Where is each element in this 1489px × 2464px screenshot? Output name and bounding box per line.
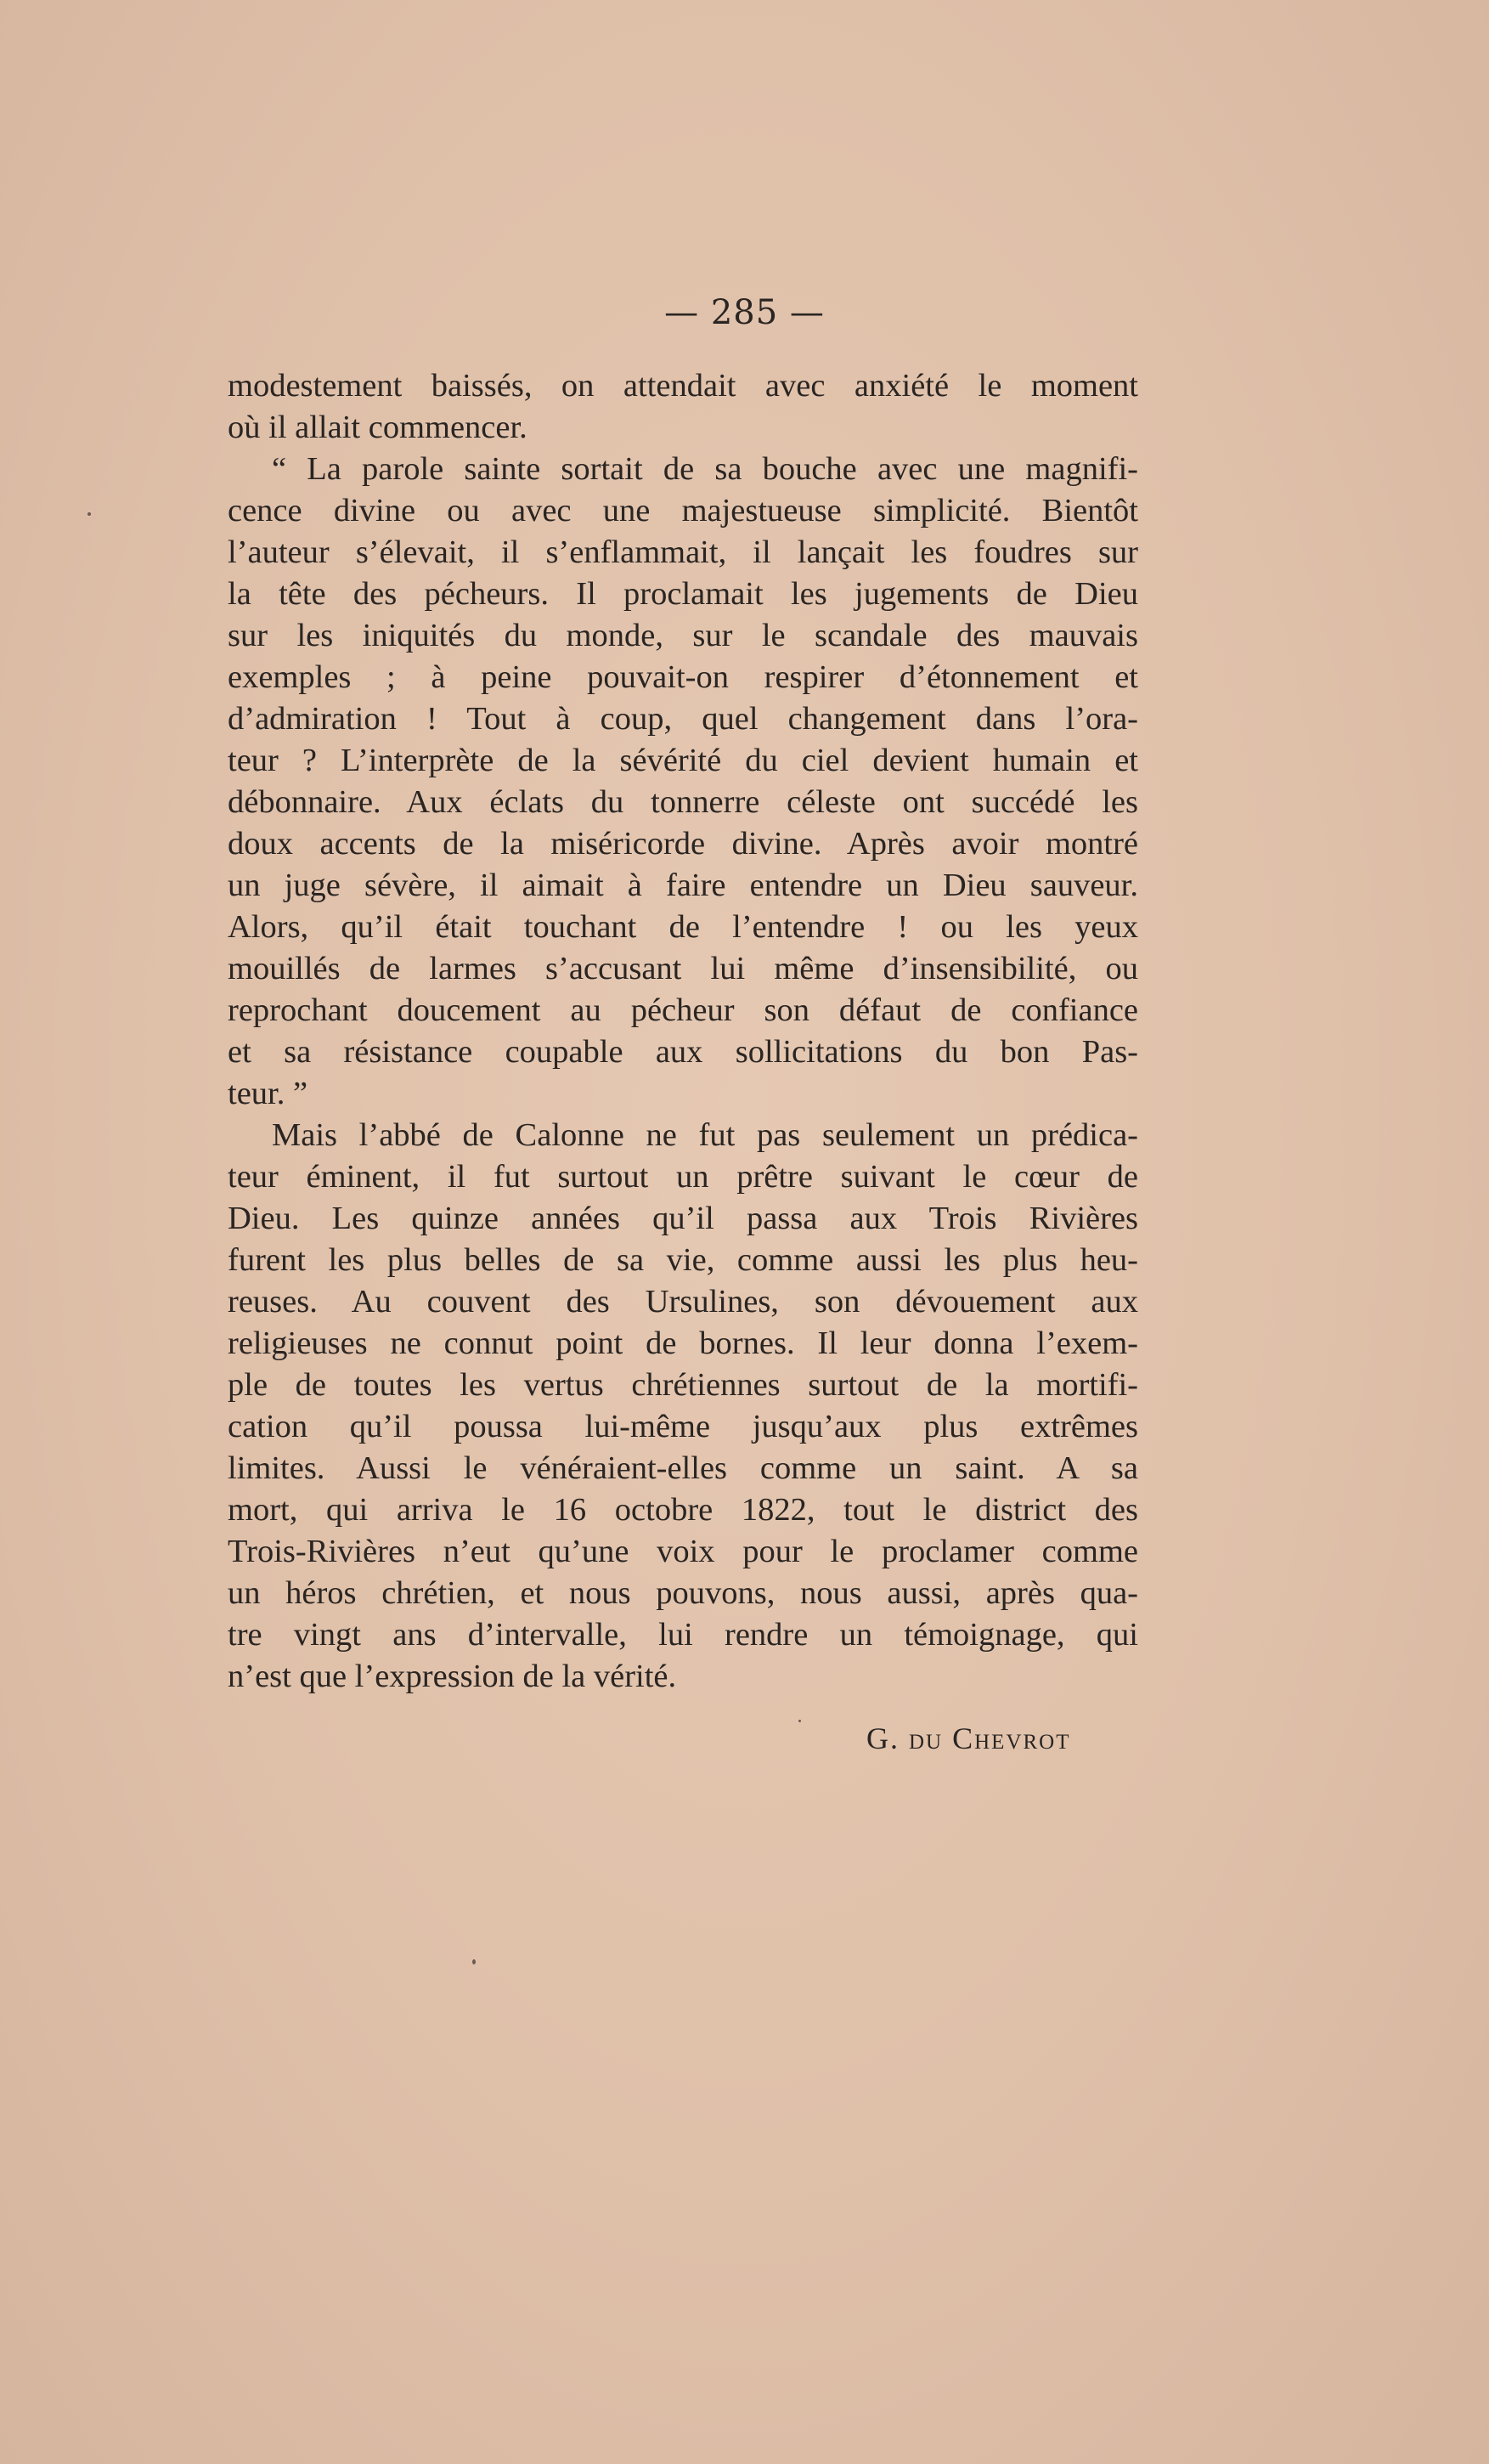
text-line: teur. ” (228, 1076, 308, 1111)
text-line: furent les plus belles de sa vie, comme aussi les plus heu- (228, 1242, 1138, 1278)
text-line: où il allait commencer. (228, 410, 527, 445)
text-line: doux accents de la miséricorde divine. Après avoir montré (228, 826, 1138, 862)
text-line: modestement baissés, on attendait avec anxiété le moment (228, 368, 1138, 404)
text-line: teur ? L’interprète de la sévérité du ciel devient humain et (228, 743, 1138, 778)
text-line: un juge sévère, il aimait à faire entendre un Dieu sauveur. (228, 867, 1138, 903)
text-line: un héros chrétien, et nous pouvons, nous aussi, après qua- (228, 1575, 1138, 1611)
paper-speck (472, 1959, 476, 1964)
text-line: ple de toutes les vertus chrétiennes surtout de la mortifi- (228, 1367, 1138, 1403)
text-line: cence divine ou avec une majestueuse simplicité. Bientôt (228, 493, 1138, 528)
paragraph (228, 1115, 1138, 1698)
text-line: cation qu’il poussa lui-même jusqu’aux plus extrêmes (228, 1409, 1138, 1444)
paper-speck (798, 1720, 801, 1722)
text-line: n’est que l’expression de la vérité. (228, 1659, 677, 1694)
paper-speck (87, 512, 91, 516)
text-line: Trois-Rivières n’eut qu’une voix pour le proclamer comme (228, 1534, 1138, 1569)
text-line: Mais l’abbé de Calonne ne fut pas seulement un prédica- (272, 1117, 1138, 1153)
text-line: l’auteur s’élevait, il s’enflammait, il lançait les foudres sur (228, 534, 1138, 570)
text-line: reprochant doucement au pécheur son défaut de confiance (228, 992, 1138, 1028)
page-number: — 285 — (664, 293, 825, 332)
text-line: reuses. Au couvent des Ursulines, son dévouement aux (228, 1284, 1138, 1320)
text-line: tre vingt ans d’intervalle, lui rendre un témoignage, qui (228, 1617, 1138, 1653)
text-line: sur les iniquités du monde, sur le scandale des mauvais (228, 618, 1138, 653)
body-text (228, 365, 1138, 1698)
paragraph (228, 365, 1138, 449)
text-line: mouillés de larmes s’accusant lui même d’insensibilité, ou (228, 951, 1138, 986)
text-line: “ La parole sainte sortait de sa bouche avec une magnifi- (272, 451, 1138, 487)
author-initial: G. (866, 1721, 909, 1755)
text-line: débonnaire. Aux éclats du tonnerre céleste ont succédé les (228, 784, 1138, 820)
text-line: mort, qui arriva le 16 octobre 1822, tout le district des (228, 1492, 1138, 1528)
author-name: du Chevrot (909, 1721, 1071, 1755)
text-line: la tête des pécheurs. Il proclamait les jugements de Dieu (228, 576, 1138, 612)
text-line: d’admiration ! Tout à coup, quel changement dans l’ora- (228, 701, 1138, 737)
text-line: exemples ; à peine pouvait-on respirer d’étonnement et (228, 659, 1138, 695)
author-signature (866, 1721, 1071, 1756)
text-line: religieuses ne connut point de bornes. Il leur donna l’exem- (228, 1325, 1138, 1361)
text-line: Alors, qu’il était touchant de l’entendre ! ou les yeux (228, 909, 1138, 945)
text-line: et sa résistance coupable aux sollicitations du bon Pas- (228, 1034, 1138, 1070)
text-line: teur éminent, il fut surtout un prêtre suivant le cœur de (228, 1159, 1138, 1195)
text-line: limites. Aussi le vénéraient-elles comme un saint. A sa (228, 1450, 1138, 1486)
text-line: Dieu. Les quinze années qu’il passa aux Trois Rivières (228, 1201, 1138, 1236)
paragraph (228, 449, 1138, 1115)
